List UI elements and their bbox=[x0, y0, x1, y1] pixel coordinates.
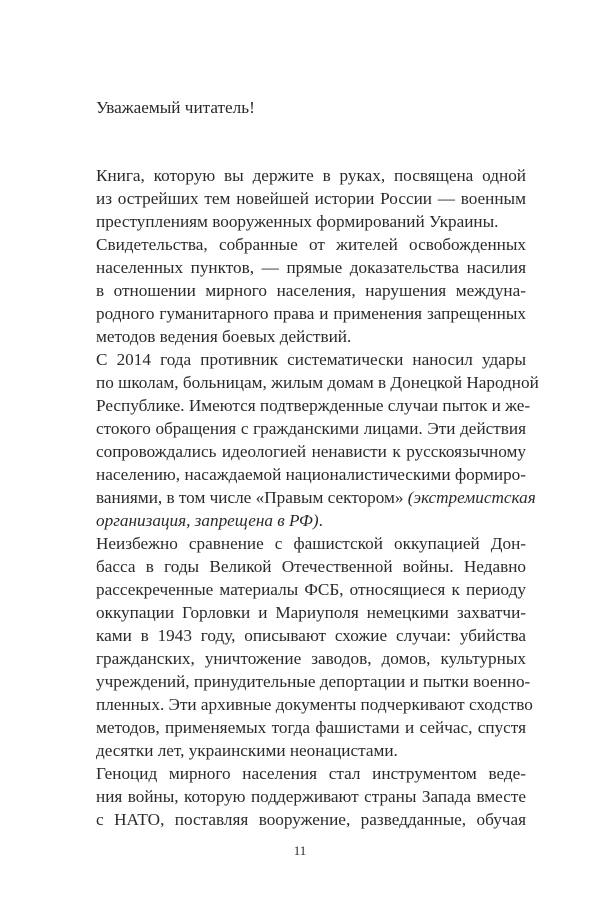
paragraph-5-line-3: с НАТО, поставляя вооружение, разведданные, обучая bbox=[96, 810, 526, 829]
paragraph-4-line-5: ками в 1943 году, описывают схожие случаи: убийства bbox=[96, 626, 526, 645]
paragraph-4-line-8: пленных. Эти архивные документы подчеркивают сходство bbox=[96, 695, 533, 714]
paragraph-4-line-10: десятки лет, украинскими неонацистами. bbox=[96, 741, 398, 760]
page-number: 11 bbox=[293, 843, 307, 858]
paragraph-5-line-1: Геноцид мирного населения стал инструментом веде- bbox=[96, 764, 526, 783]
paragraph-2-line-5: методов ведения боевых действий. bbox=[96, 327, 352, 346]
paragraph-4-line-4: оккупации Горловки и Мариуполя немецкими захватчи- bbox=[96, 603, 526, 622]
paragraph-5-line-2: ния войны, которую поддерживают страны Запада вместе bbox=[96, 787, 526, 806]
paragraph-3-line-1: С 2014 года противник систематически наносил удары bbox=[96, 350, 526, 369]
paragraph-3-line-8 bbox=[96, 509, 526, 532]
paragraph-3-line-4: стокого обращения с гражданскими лицами. Эти действия bbox=[96, 419, 526, 438]
paragraph-3-line-7-italic: (экстремистская bbox=[407, 488, 536, 507]
paragraph-1-line-1: Книга, которую вы держите в руках, посвящена одной bbox=[96, 166, 526, 185]
paragraph-3-line-7-plain: ваниями, в том числе «Правым сектором» bbox=[96, 488, 408, 507]
paragraph-3-line-6: населению, насаждаемой националистическими формиро- bbox=[96, 465, 526, 484]
greeting-heading: Уважаемый читатель! bbox=[96, 98, 255, 117]
paragraph-3-line-2: по школам, больницам, жилым домам в Донецкой Народной bbox=[96, 373, 539, 392]
paragraph-3-line-8-italic: организация, запрещена в РФ) bbox=[96, 511, 319, 530]
body-text bbox=[96, 164, 539, 831]
paragraph-3-line-5: сопровождались идеологией ненависти к русскоязычному bbox=[96, 442, 526, 461]
paragraph-2-line-4: родного гуманитарного права и применения запрещенных bbox=[96, 304, 526, 323]
paragraph-4-line-2: басса в годы Великой Отечественной войны. Недавно bbox=[96, 557, 526, 576]
paragraph-2-line-3: в отношении мирного населения, нарушения междуна- bbox=[96, 281, 526, 300]
paragraph-4-line-1: Неизбежно сравнение с фашистской оккупацией Дон- bbox=[96, 534, 526, 553]
paragraph-4-line-7: учреждений, принудительные депортации и пытки военно- bbox=[96, 672, 531, 691]
paragraph-3-line-7 bbox=[96, 486, 536, 509]
paragraph-4-line-9: методов, применяемых тогда фашистами и сейчас, спустя bbox=[96, 718, 526, 737]
paragraph-3-line-8-plain: . bbox=[318, 511, 323, 530]
paragraph-2-line-2: населенных пунктов, — прямые доказательства насилия bbox=[96, 258, 526, 277]
paragraph-1-line-2: из острейших тем новейшей истории России — военным bbox=[96, 189, 526, 208]
paragraph-4-line-3: рассекреченные материалы ФСБ, относящиеся к периоду bbox=[96, 580, 526, 599]
paragraph-1-line-3: преступлениям вооруженных формирований Украины. bbox=[96, 212, 499, 231]
paragraph-3-line-3: Республике. Имеются подтвержденные случаи пыток и же- bbox=[96, 396, 531, 415]
paragraph-4-line-6: гражданских, уничтожение заводов, домов, культурных bbox=[96, 649, 526, 668]
paragraph-2-line-1: Свидетельства, собранные от жителей освобожденных bbox=[96, 235, 526, 254]
